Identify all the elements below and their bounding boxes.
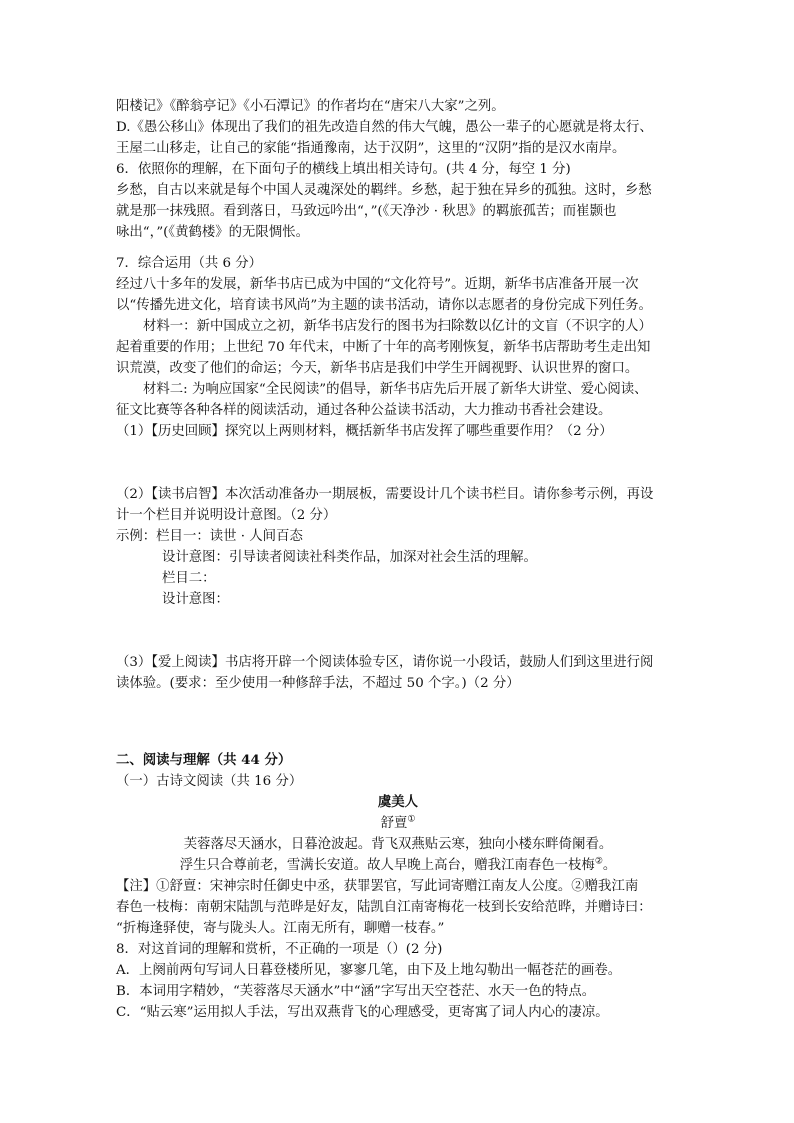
- poem-notes-line2: 春色一枝梅：南朝宋陆凯与范晔是好友，陆凯自江南寄梅花一枝到长安给范晔，并赠诗曰：: [116, 900, 652, 915]
- q5-option-d-line1: D.《愚公移山》体现出了我们的祖先改造自然的伟大气魄，愚公一辈子的心愿就是将太行、: [116, 120, 653, 135]
- q7-stem: 7．综合运用（共 6 分）: [116, 256, 263, 271]
- q7-material1-line2: 起着重要的作用；上世纪 70 年代末，中断了十年的高考刚恢复，新华书店帮助考生走出知: [116, 340, 651, 355]
- q6-text-line2: 就是那一抹残照。看到落日，马致远吟出“，”(《天净沙 · 秋思》的羁旅孤苦；而崔颢也: [116, 204, 617, 219]
- q7-material1-line1: 材料一：新中国成立之初，新华书店发行的图书为扫除数以亿计的文盲（不识字的人）: [143, 319, 652, 334]
- q8-option-a: A．上阕前两句写词人日暮登楼所见，寥寥几笔，由下及上地勾勒出一幅苍茫的画卷。: [116, 963, 622, 978]
- q7-intro-line1: 经过八十多年的发展，新华书店已成为中国的“文化符号”。近期，新华书店准备开展一次: [116, 277, 639, 292]
- section2-subtitle: （一）古诗文阅读（共 16 分）: [116, 774, 303, 789]
- q7-intro-line2: 以“传播先进文化，培育读书风尚”为主题的读书活动，请你以志愿者的身份完成下列任务。: [116, 298, 652, 313]
- q7-material1-line3: 识荒漠，改变了他们的命运；今天，新华书店是我们中学生开阔视野、认识世界的窗口。: [116, 361, 639, 376]
- q8-option-c: C．“贴云寒”运用拟人手法，写出双燕背飞的心理感受，更寄寓了词人内心的凄凉。: [116, 1005, 609, 1020]
- poem-line2: [116, 855, 680, 876]
- q7-sub3-answer-space[interactable]: [116, 694, 680, 750]
- poem-line1: 芙蓉落尽天涵水，日暮沧波起。背飞双燕贴云寒，独向小楼东畔倚阑看。: [183, 837, 613, 852]
- q8-option-b: B．本词用字精妙，“芙蓉落尽天涵水”中“涵”字写出天空苍茫、水天一色的特点。: [116, 984, 596, 999]
- q7-example-intent1: 设计意图：引导读者阅读社科类作品，加深对社会生活的理解。: [162, 550, 537, 565]
- poem-author-name: 舒亶: [380, 816, 408, 831]
- poem-line2-text: 浮生只合尊前老，雪满长安道。故人早晚上高台，赠我江南春色一枝梅: [179, 858, 595, 873]
- q7-sub2-line2: 计一个栏目并说明设计意图。（2 分）: [116, 508, 337, 523]
- q7-sub1: （1）【历史回顾】探究以上两则材料，概括新华书店发挥了哪些重要作用？（2 分）: [116, 424, 613, 439]
- q7-sub3-line2: 读体验。(要求：至少使用一种修辞手法，不超过 50 个字。)（2 分）: [116, 676, 520, 691]
- q6-text-line3: 咏出“，”(《黄鹤楼》的无限惆怅。: [116, 225, 309, 240]
- poem-author-note-marker: ①: [407, 814, 416, 825]
- q7-sub2-line1: （2）【读书启智】本次活动准备办一期展板，需要设计几个读书栏目。请你参考示例，再设: [116, 487, 654, 502]
- poem-notes-line3: “折梅逢驿使，寄与陇头人。江南无所有，聊赠一枝春。”: [116, 921, 445, 936]
- q7-sub3-line1: （3）【爱上阅读】书店将开辟一个阅读体验专区，请你说一小段话，鼓励人们到这里进行阅: [116, 655, 654, 670]
- section2-title: 二、阅读与理解（共 44 分）: [116, 752, 292, 768]
- poem-line2-note-marker: ②: [594, 856, 603, 867]
- q8-stem: 8．对这首词的理解和赏析，不正确的一项是（）(2 分): [116, 942, 443, 957]
- poem-title: 虞美人: [377, 794, 419, 810]
- q6-stem: 6．依照你的理解，在下面句子的横线上填出相关诗句。(共 4 分，每空 1 分): [116, 162, 571, 177]
- poem-line2-end: 。: [602, 858, 617, 873]
- document-page: [116, 96, 680, 1023]
- q5-option-d-line2: 王屋二山移走，让自己的家能“指通豫南，达于汉阴”，这里的“汉阴”指的是汉水南岸。: [116, 141, 626, 156]
- poem-notes-line1: 【注】①舒亶：宋神宗时任御史中丞，获罪罢官，写此词寄赠江南友人公度。②赠我江南: [116, 879, 639, 894]
- poem-author: [116, 813, 680, 834]
- q7-column2-label: 栏目二：: [162, 571, 216, 586]
- q7-example-column1: 示例：栏目一：读世 · 人间百态: [116, 529, 303, 544]
- q6-text-line1: 乡愁，自古以来就是每个中国人灵魂深处的羁绊。乡愁，起于独在异乡的孤独。这时，乡愁: [116, 183, 652, 198]
- q7-intent2-label: 设计意图：: [162, 592, 229, 607]
- q7-material2-line2: 征文比赛等各种各样的阅读活动，通过各种公益读书活动，大力推动书香社会建设。: [116, 403, 612, 418]
- q5-continuation: 阳楼记》《醉翁亭记》《小石潭记》的作者均在“唐宋八大家”之列。: [116, 99, 505, 114]
- q7-sub2-answer-space[interactable]: [116, 610, 680, 652]
- q7-material2-line1: 材料二: 为响应国家“全民阅读”的倡导，新华书店先后开展了新华大讲堂、爱心阅读、: [143, 382, 648, 397]
- q7-sub1-answer-space[interactable]: [116, 442, 680, 484]
